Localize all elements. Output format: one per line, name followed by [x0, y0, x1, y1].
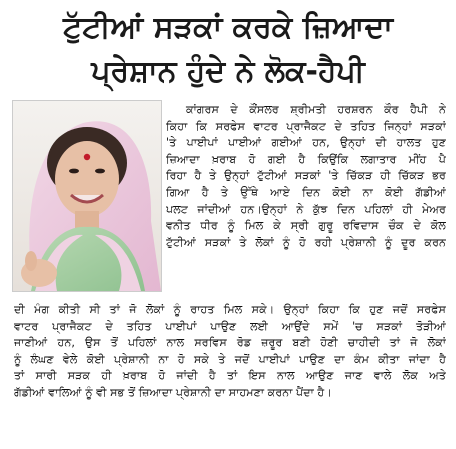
article-line: ਤਾਂ ਸਾਰੀ ਸੜਕ ਹੀ ਖ਼ਰਾਬ ਹੋ ਜਾਂਦੀ ਹੈ ਤਾਂ ਇਸ ਨਾਲ ਆਉਣ ਜਾਣ ਵਾਲੇ ਲੋਕ ਅਤੇ	[14, 369, 446, 383]
article-full-width	[14, 302, 446, 402]
article-line: ਜ਼ਿਆਦਾ ਖ਼ਰਾਬ ਹੋ ਗਈ ਹੈ ਕਿਉਂਕਿ ਲਗਾਤਾਰ ਮੀਂਹ ਪੈ	[166, 152, 446, 166]
article-right-column	[166, 102, 446, 251]
article-line: ਟੁੱਟੀਆਂ ਸੜਕਾਂ ਤੇ ਲੋਕਾਂ ਨੂੰ ਹੋ ਰਹੀ ਪ੍ਰੇਸ਼ਾਨੀ ਨੂੰ ਦੂਰ ਕਰਨ	[166, 235, 446, 249]
news-clipping	[2, 2, 454, 445]
article-line: ਪਲਟ ਜਾਂਦੀਆਂ ਹਨ।ਉਨ੍ਹਾਂ ਨੇ ਕੁੱਝ ਦਿਨ ਪਹਿਲਾਂ ਹੀ ਮੇਅਰ	[166, 202, 446, 216]
headline	[2, 2, 454, 94]
article-line: ਕਿਹਾ ਕਿ ਸਰਫੇਸ ਵਾਟਰ ਪ੍ਰਾਜੈਕਟ ਦੇ ਤਹਿਤ ਜਿਨ੍ਹਾਂ ਸੜਕਾਂ	[166, 119, 446, 133]
article-line: ਰਿਹਾ ਹੈ ਤੇ ਉਨ੍ਹਾਂ ਟੁੱਟੀਆਂ ਸੜਕਾਂ 'ਤੇ ਚਿੱਕੜ ਹੀ ਚਿੱਕੜ ਭਰ	[166, 169, 446, 183]
article-line: ਗਿਆ ਹੈ ਤੇ ਉੱਥੇ ਆਏ ਦਿਨ ਕੋਈ ਨਾ ਕੋਈ ਗੱਡੀਆਂ	[166, 185, 446, 199]
portrait-illustration	[13, 101, 161, 291]
article-line: ਦੀ ਮੰਗ ਕੀਤੀ ਸੀ ਤਾਂ ਜੋ ਲੋਕਾਂ ਨੂੰ ਰਾਹਤ ਮਿਲ ਸਕੇ। ਉਨ੍ਹਾਂ ਕਿਹਾ ਕਿ ਹੁਣ ਜਦੋਂ ਸਰਫੇਸ	[14, 303, 446, 316]
article-line: 'ਤੇ ਪਾਈਪਾਂ ਪਾਈਆਂ ਗਈਆਂ ਹਨ, ਉਨ੍ਹਾਂ ਦੀ ਹਾਲਤ ਹੁਣ	[166, 136, 446, 150]
article-line: ਵਨੀਤ ਧੀਰ ਨੂੰ ਮਿਲ ਕੇ ਸ੍ਰੀ ਗੁਰੂ ਰਵਿਦਾਸ ਚੌਕ ਦੇ ਕੋਲ	[166, 219, 446, 233]
article-line: ਨੂੰ ਲੰਘਣ ਵੇਲੇ ਕੋਈ ਪ੍ਰੇਸ਼ਾਨੀ ਨਾ ਹੋ ਸਕੇ ਤੇ ਜਦੋਂ ਪਾਈਪਾਂ ਪਾਉਣ ਦਾ ਕੰਮ ਕੀਤਾ ਜਾਂਦਾ ਹੈ	[14, 352, 446, 366]
article-line: ਗੱਡੀਆਂ ਵਾਲਿਆਂ ਨੂੰ ਵੀ ਸਭ ਤੋਂ ਜ਼ਿਆਦਾ ਪ੍ਰੇਸ਼ਾਨੀ ਦਾ ਸਾਹਮਣਾ ਕਰਨਾ ਪੈਂਦਾ ਹੈ।	[14, 385, 332, 399]
article-line: ਜਾਣੀਆਂ ਹਨ, ਉਸ ਤੋਂ ਪਹਿਲਾਂ ਨਾਲ ਸਰਵਿਸ ਰੋਡ ਜ਼ਰੂਰ ਬਣੀ ਹੋਣੀ ਚਾਹੀਦੀ ਤਾਂ ਜੋ ਲੋਕਾਂ	[14, 336, 446, 350]
portrait-photo	[12, 100, 162, 292]
headline-line-2: ਪ੍ਰੇਸ਼ਾਨ ਹੁੰਦੇ ਨੇ ਲੋਕ-ਹੈਪੀ	[91, 54, 365, 89]
article-line: ਕਾਂਗਰਸ ਦੇ ਕੌਂਸਲਰ ਸ਼੍ਰੀਮਤੀ ਹਰਸ਼ਰਨ ਕੌਰ ਹੈਪੀ ਨੇ	[186, 103, 446, 116]
headline-line-1: ਟੁੱਟੀਆਂ ਸੜਕਾਂ ਕਰਕੇ ਜ਼ਿਆਦਾ	[63, 10, 393, 45]
article-line: ਵਾਟਰ ਪ੍ਰਾਜੈਕਟ ਦੇ ਤਹਿਤ ਪਾਈਪਾਂ ਪਾਉਣ ਲਈ ਆਉਂਦੇ ਸਮੇਂ 'ਚ ਸੜਕਾਂ ਤੋੜੀਆਂ	[14, 319, 446, 333]
